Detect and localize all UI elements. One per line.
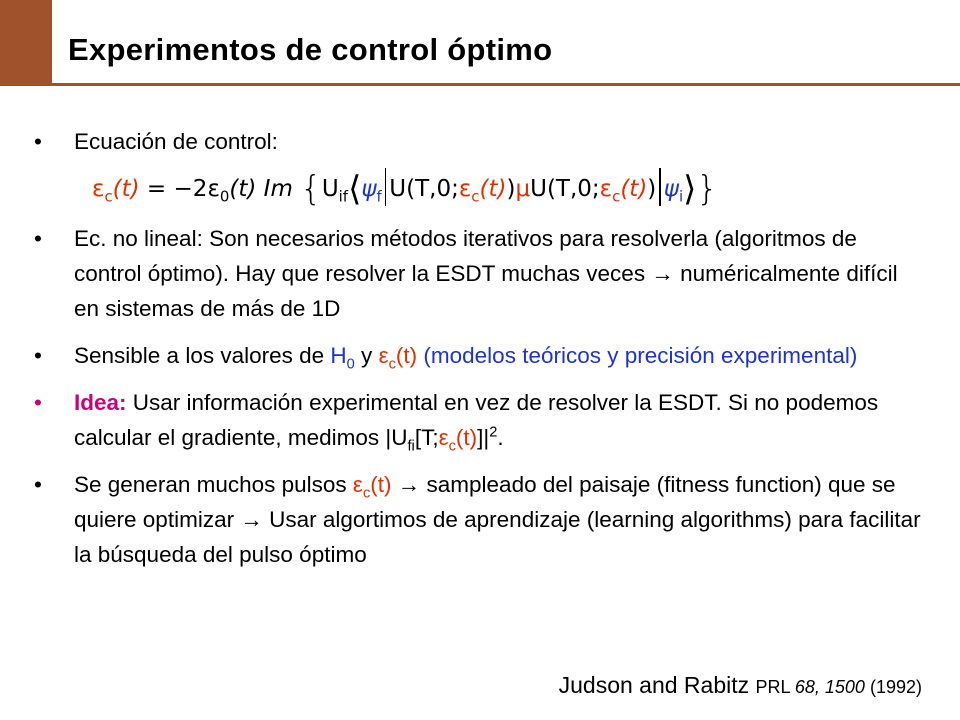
eps-c-symbol: $\varepsilon_c(t)$ [438, 425, 478, 455]
psi-i: $\psi_i$ [663, 176, 684, 206]
slide-title: Experimentos de control óptimo [68, 32, 553, 67]
bullet-dot: • [34, 129, 42, 154]
bullet-control-equation [34, 124, 924, 159]
bra-ket-bar [659, 168, 661, 206]
bullet-text: Ec. no lineal: Son necesarios métodos iterativos para resolverla (algoritmos de control óptimo). Hay que resolver la ESDT muchas veces → numéricalmente difícil en sistemas de más de 1D [74, 226, 898, 321]
bullet-text: Ecuación de control: [74, 129, 278, 154]
idea-label: Idea: [74, 390, 127, 415]
bra-ket-bar [385, 168, 387, 206]
psi-f: $\psi_f$ [361, 176, 382, 206]
eq-lhs: $\varepsilon_c(t)$ [92, 176, 140, 206]
bullet-idea: • Idea: Usar información experimental en vez de resolver la ESDT. Si no podemos calcular el gradiente, medimos $|U_{fi}[T;\varepsilon_c(t)]|^2$. [34, 385, 924, 455]
bullet-prefix: Sensible a los valores de [74, 343, 331, 368]
eps-c-symbol: $\varepsilon_c(t)$ [378, 343, 418, 373]
bullet-pulses: • Se generan muchos pulsos $\varepsilon_c(t)$ → sampleado del paisaje (fitness function) que se quiere optimizar → Usar algortimos de aprendizaje (learning algorithms) para facilitar la búsqueda del pulso óptimo [34, 467, 924, 572]
eps-c-symbol: $\varepsilon_c(t)$ [352, 472, 392, 502]
citation: Judson and Rabitz PRL 68, 1500 (1992) [558, 672, 922, 698]
h0-symbol: $H_0$ [330, 343, 355, 373]
bullet-sensitive: • Sensible a los valores de $H_0$ y $\varepsilon_c(t)$ (modelos teóricos y precisión experimental) [34, 338, 924, 373]
bullet-dot: • [34, 390, 42, 415]
bullet-dot: • [34, 343, 42, 368]
title-underline [52, 83, 960, 86]
bullet-dot: • [34, 226, 42, 251]
bullet-dot: • [34, 472, 42, 497]
bullet-nonlinear [34, 221, 924, 326]
bullet-blue-text: (modelos teóricos y precisión experimental) [417, 343, 858, 368]
control-equation: $\varepsilon_c(t) = -2\varepsilon_0(t)$ Im {$U_{if}⟨\psi_f$ $U(T,0;\varepsilon_c(t))\mu U(T,0;\varepsilon_c(t))$ $\psi_i⟩$} [92, 169, 719, 209]
title-accent-block [0, 0, 52, 86]
